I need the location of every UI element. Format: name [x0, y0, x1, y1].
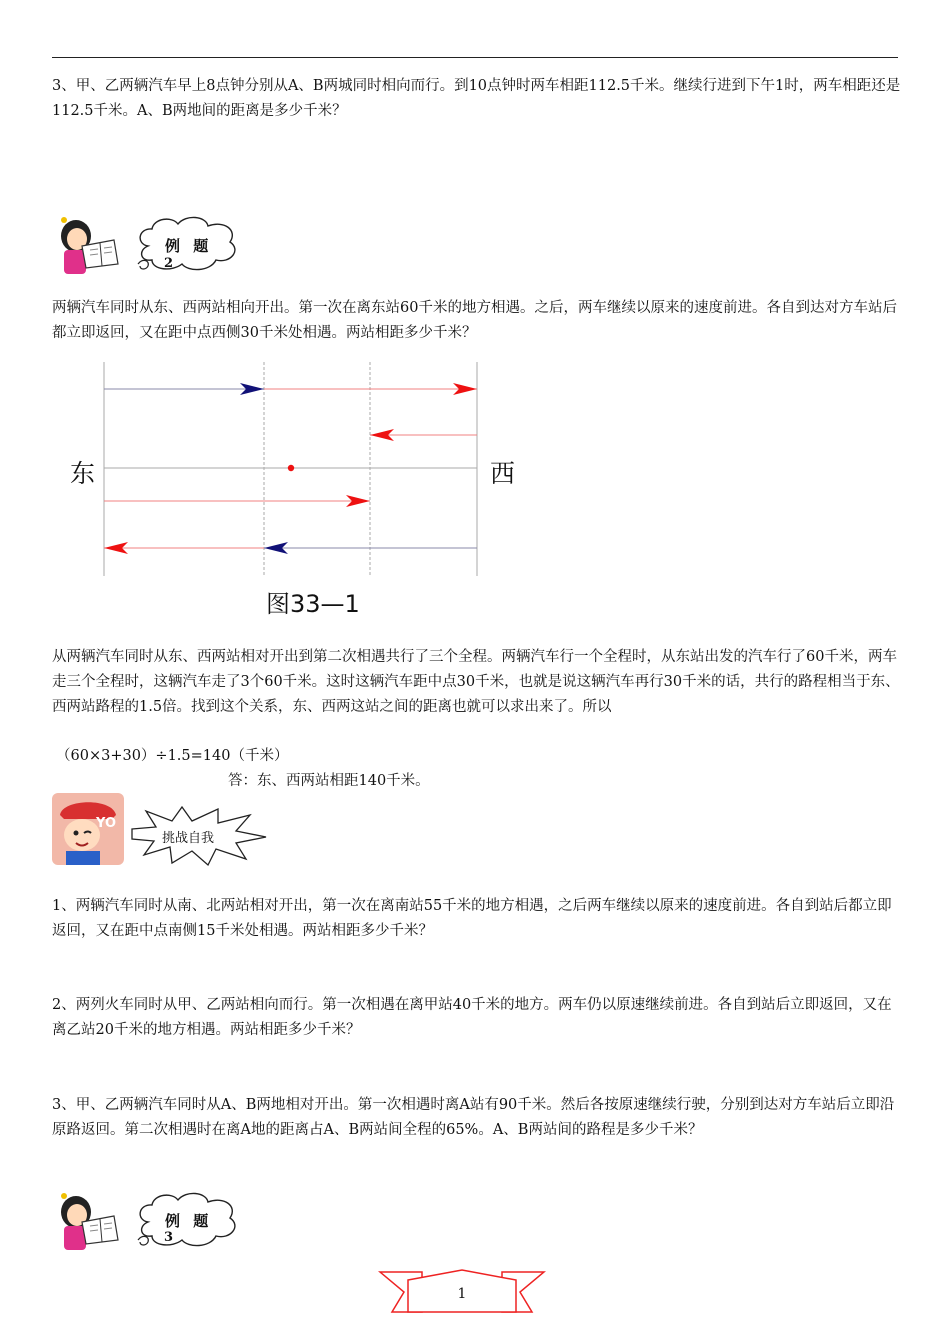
header-rule: [52, 57, 898, 58]
solution-answer: 答：东、西两站相距140千米。: [228, 773, 430, 789]
example-3-badge: [52, 1188, 242, 1252]
example-3-label: 例 题: [165, 1212, 213, 1230]
girl-reading-icon: [52, 212, 124, 276]
page-number: 1: [457, 1286, 467, 1302]
challenge-problem-1: 1、两辆汽车同时从南、北两站相对开出，第一次在离南站55千米的地方相遇，之后两车继续以原来的速度前进。各自到站后都立即返回，又在距中点南侧15千米处相遇。两站相距多少千米？: [52, 898, 892, 939]
example-2-number: 2: [164, 256, 174, 271]
solution-formula: （60×3+30）÷1.5=140（千米）: [56, 748, 289, 764]
challenge-badge: [52, 793, 272, 867]
boy-mascot-icon: [52, 793, 124, 865]
solution-text: 从两辆汽车同时从东、西两站相对开出到第二次相遇共行了三个全程。两辆汽车行一个全程时，从东站出发的汽车行了60千米，两车走三个全程时，这辆汽车走了3个60千米。这时这辆汽车距中点30千米，也就是说这辆汽车再行30千米的话，共行的路程相当于东、西两站路程的1.5倍。找到这个关系，东、西两这站之间的距离也就可以求出来了。所以: [52, 649, 900, 715]
motion-diagram: [100, 360, 490, 580]
svg-text:YO: YO: [96, 816, 117, 831]
challenge-label: 挑战自我: [162, 831, 215, 846]
example-2-label: 例 题: [165, 237, 213, 255]
example-2-badge: [52, 212, 242, 276]
challenge-problem-2: 2、两列火车同时从甲、乙两站相向而行。第一次相遇在离甲站40千米的地方。两车仍以原速继续前进。各自到站后立即返回，又在离乙站20千米的地方相遇。两站相距多少千米？: [52, 997, 892, 1038]
midpoint-marker: [288, 465, 294, 471]
west-label: 西: [490, 459, 516, 488]
problem-3-text: 3、甲、乙两辆汽车早上8点钟分别从A、B两城同时相向而行。到10点钟时两车相距112.5千米。继续行进到下午1时，两车相距还是112.5千米。A、B两地间的距离是多少千米？: [52, 78, 901, 119]
example-2-question: 两辆汽车同时从东、西两站相向开出。第一次在离东站60千米的地方相遇。之后，两车继续以原来的速度前进。各自到达对方车站后都立即返回，又在距中点西侧30千米处相遇。两站相距多少千米？: [52, 300, 897, 341]
figure-caption: 图33—1: [266, 590, 360, 618]
challenge-problem-3: 3、甲、乙两辆汽车同时从A、B两地相对开出。第一次相遇时离A站有90千米。然后各按原速继续行驶，分别到达对方车站后立即沿原路返回。第二次相遇时在离A地的距离占A、B两站间全程的65%。A、B两站间的路程是多少千米？: [52, 1097, 895, 1138]
example-3-number: 3: [164, 1230, 174, 1245]
girl-reading-icon: [52, 1188, 124, 1252]
east-label: 东: [70, 459, 96, 488]
